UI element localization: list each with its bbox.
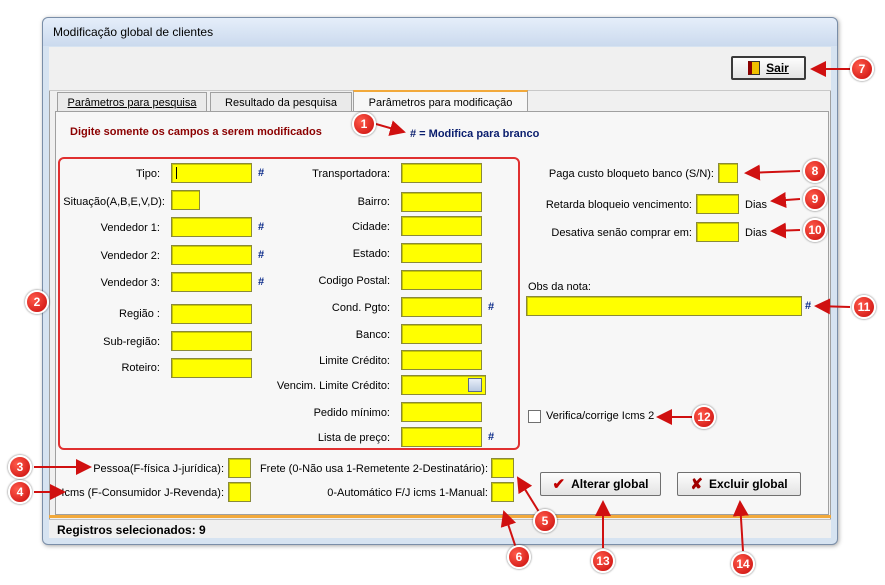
marker-5: 5 [533, 509, 557, 533]
arrow-6 [504, 512, 516, 548]
vendedor1-label: Vendedor 1: [100, 222, 160, 234]
cidade-label: Cidade: [352, 221, 390, 233]
bairro-label: Bairro: [357, 196, 390, 208]
tipo-blank-marker: # [258, 167, 265, 179]
marker-11: 11 [852, 295, 876, 319]
marker-7: 7 [850, 57, 874, 81]
retarda-days-label: Dias [745, 199, 768, 211]
venc-limite-label: Vencim. Limite Crédito: [276, 380, 390, 392]
lista-preco-label: Lista de preço: [317, 432, 390, 444]
marker-13: 13 [591, 549, 615, 573]
situacao-label: Situação(A,B,E,V,D): [63, 196, 165, 208]
blank-hint: # = Modifica para branco [410, 128, 540, 140]
vendedor2-label: Vendedor 2: [100, 250, 160, 262]
modify-hint: Digite somente os campos a serem modificados [70, 126, 322, 138]
verifica-icms-label: Verifica/corrige Icms 2 [546, 410, 655, 422]
delete-x-icon: ✘ [690, 476, 703, 493]
tipo-label: Tipo: [135, 168, 160, 180]
cond-pgto-label: Cond. Pgto: [331, 302, 390, 314]
retarda-label: Retarda bloqueio vencimento: [545, 199, 692, 211]
obs-label: Obs da nota: [528, 281, 591, 293]
frete-label: Frete (0-Não usa 1-Remetente 2-Destinatário): [259, 463, 488, 475]
arrow-8 [746, 171, 800, 173]
marker-10: 10 [803, 218, 827, 242]
vendedor3-blank-marker: # [258, 276, 265, 288]
arrow-10 [772, 230, 800, 231]
arrow-9 [772, 199, 800, 201]
selected-count: Registros selecionados: 9 [57, 523, 206, 537]
tab-label: Parâmetros para modificação [368, 96, 513, 109]
cond-pgto-blank-marker: # [488, 301, 495, 313]
regiao-label: Região : [119, 308, 160, 320]
marker-1: 1 [352, 112, 376, 136]
vendedor1-blank-marker: # [258, 221, 265, 233]
checkmark-icon: ✔ [552, 476, 566, 493]
tab-label: Parâmetros para pesquisa [67, 97, 197, 109]
paga-custo-label: Paga custo bloqueto banco (S/N): [548, 168, 714, 180]
codigo-postal-label: Codigo Postal: [318, 275, 390, 287]
excluir-global-label: Excluir global [708, 477, 788, 491]
subregiao-label: Sub-região: [103, 336, 160, 348]
marker-8: 8 [803, 159, 827, 183]
vendedor3-label: Vendedor 3: [100, 277, 160, 289]
auto-icms-label: 0-Automático F/J icms 1-Manual: [327, 487, 488, 499]
marker-14: 14 [731, 552, 755, 576]
marker-12: 12 [692, 405, 716, 429]
marker-2: 2 [25, 290, 49, 314]
banco-label: Banco: [355, 329, 390, 341]
arrow-1 [376, 124, 404, 132]
window-title: Modificação global de clientes [53, 25, 214, 39]
pessoa-label: Pessoa(F-física J-jurídica): [93, 463, 224, 475]
exit-button-label: Sair [766, 61, 789, 75]
marker-6: 6 [507, 545, 531, 569]
estado-label: Estado: [352, 248, 390, 260]
marker-3: 3 [8, 455, 32, 479]
tab-label: Resultado da pesquisa [225, 97, 337, 109]
vendedor2-blank-marker: # [258, 249, 265, 261]
transportadora-label: Transportadora: [312, 168, 390, 180]
arrow-11 [816, 306, 850, 307]
lista-preco-blank-marker: # [488, 431, 495, 443]
roteiro-label: Roteiro: [121, 362, 160, 374]
desativa-label: Desativa senão comprar em: [551, 227, 692, 239]
arrow-14 [740, 502, 743, 551]
marker-4: 4 [8, 480, 32, 504]
obs-blank-marker: # [805, 300, 812, 312]
pedido-minimo-label: Pedido mínimo: [313, 407, 390, 419]
desativa-days-label: Dias [745, 227, 768, 239]
alterar-global-label: Alterar global [571, 477, 649, 491]
marker-9: 9 [803, 187, 827, 211]
icms-label: Icms (F-Consumidor J-Revenda): [61, 487, 224, 499]
limite-credito-label: Limite Crédito: [319, 355, 390, 367]
